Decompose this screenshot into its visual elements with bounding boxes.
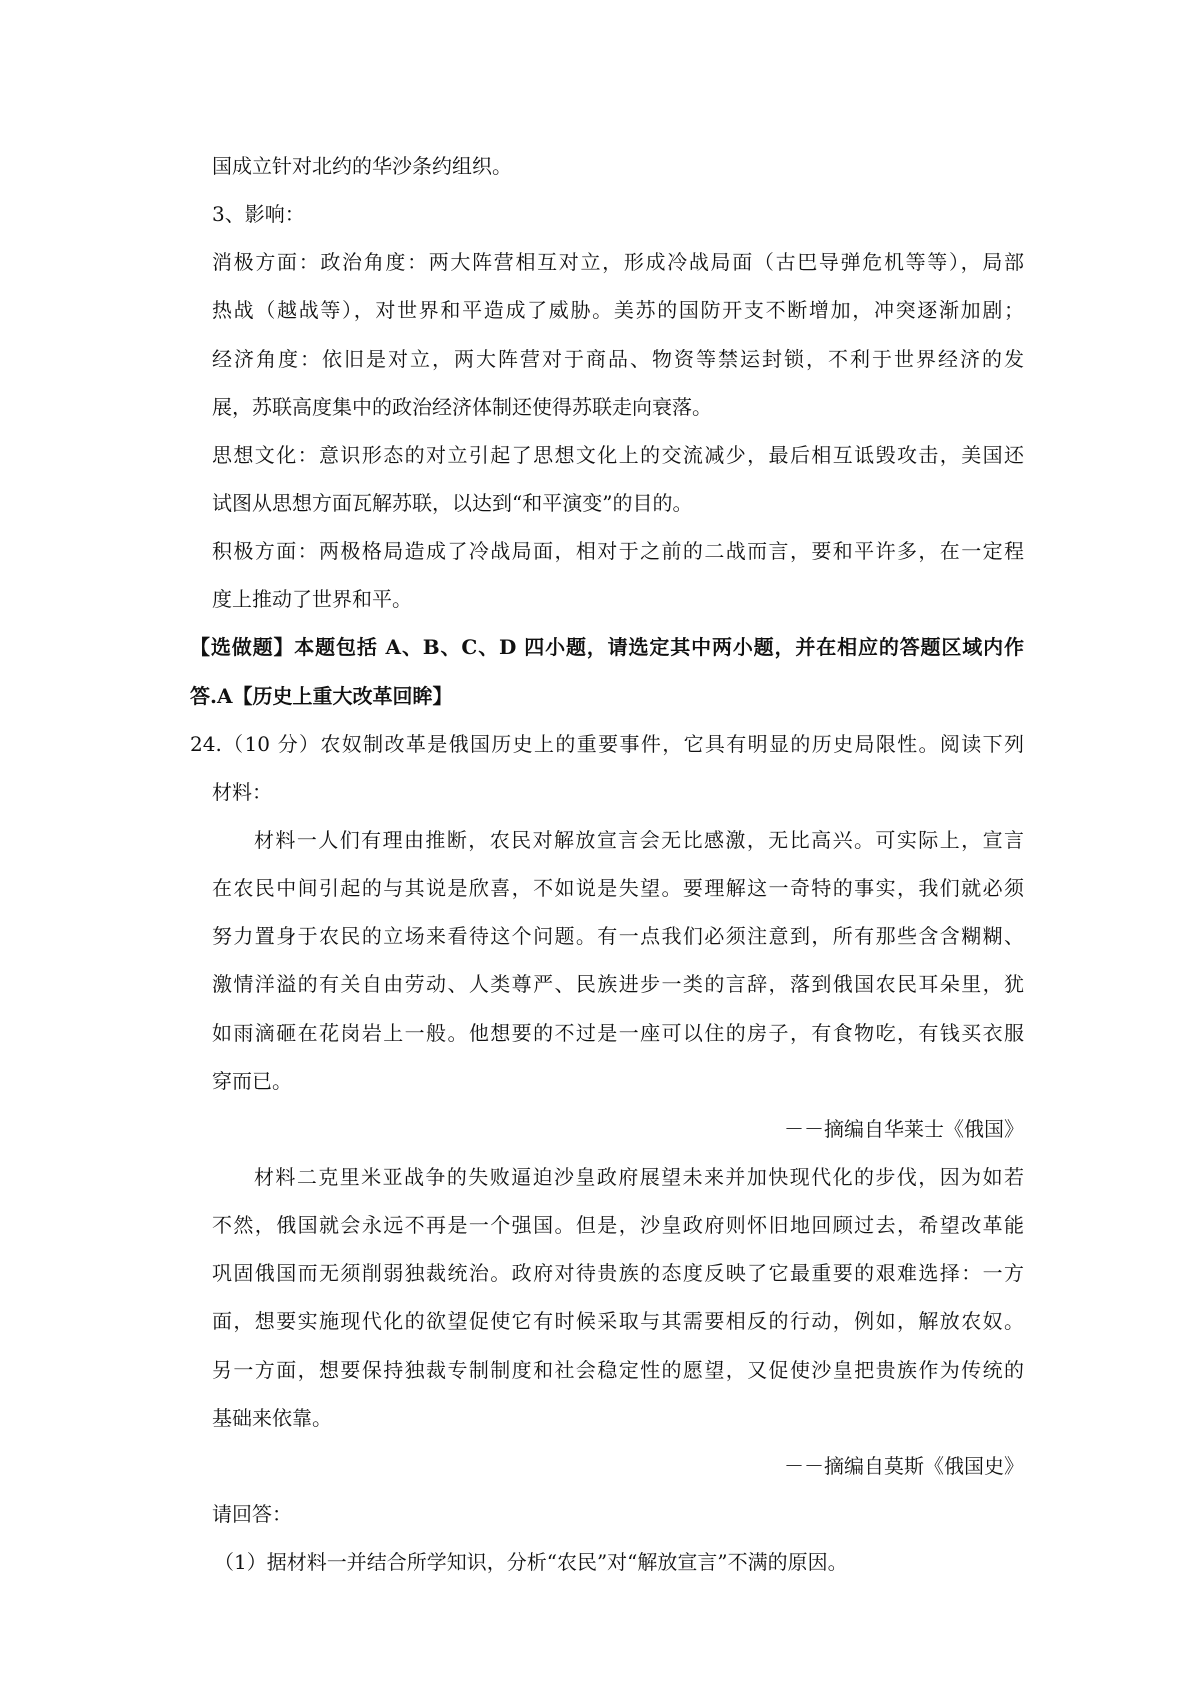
question-stem: 材料：	[212, 780, 272, 804]
text-line: 经济角度：依旧是对立，两大阵营对于商品、物资等禁运封锁，不利于世界经济的发	[212, 347, 1024, 371]
text-line: 试图从思想方面瓦解苏联，以达到“和平演变”的目的。	[212, 491, 693, 515]
elective-heading: 【选做题】本题包括 A、B、C、D 四小题，请选定其中两小题，并在相应的答题区域内作	[190, 635, 1024, 659]
text-line: 度上推动了世界和平。	[212, 587, 412, 611]
sub-question-1: （1）据材料一并结合所学知识，分析“农民”对“解放宣言”不满的原因。	[214, 1550, 848, 1574]
material-one-text: 激情洋溢的有关自由劳动、人类尊严、民族进步一类的言辞，落到俄国农民耳朵里，犹	[212, 972, 1024, 996]
material-two-text: 另一方面，想要保持独裁专制制度和社会稳定性的愿望，又促使沙皇把贵族作为传统的	[212, 1358, 1024, 1382]
text-line: 积极方面：两极格局造成了冷战局面，相对于之前的二战而言，要和平许多，在一定程	[212, 539, 1024, 563]
material-two-text: 面，想要实施现代化的欲望促使它有时候采取与其需要相反的行动，例如，解放农奴。	[212, 1309, 1024, 1333]
material-two-source: －－摘编自莫斯《俄国史》	[784, 1454, 1024, 1478]
elective-heading: 答.A【历史上重大改革回眸】	[190, 684, 453, 708]
material-two-text: 基础来依靠。	[212, 1406, 332, 1430]
text-line: 展，苏联高度集中的政治经济体制还使得苏联走向衰落。	[212, 395, 712, 419]
material-one-text: 努力置身于农民的立场来看待这个问题。有一点我们必须注意到，所有那些含含糊糊、	[212, 924, 1024, 948]
answer-prompt: 请回答：	[212, 1502, 292, 1526]
text-line: 消极方面：政治角度：两大阵营相互对立，形成冷战局面（古巴导弹危机等等），局部	[212, 250, 1024, 274]
text-line: 热战（越战等），对世界和平造成了威胁。美苏的国防开支不断增加，冲突逐渐加剧；	[212, 298, 1024, 322]
material-two-text: 不然，俄国就会永远不再是一个强国。但是，沙皇政府则怀旧地回顾过去，希望改革能	[212, 1213, 1024, 1237]
text-line: 思想文化：意识形态的对立引起了思想文化上的交流减少，最后相互诋毁攻击，美国还	[212, 443, 1024, 467]
section-heading: 3、影响：	[212, 202, 305, 226]
question-stem: 24.（10 分）农奴制改革是俄国历史上的重要事件，它具有明显的历史局限性。阅读下列	[190, 732, 1024, 756]
text-line: 国成立针对北约的华沙条约组织。	[212, 154, 512, 178]
material-two-text: 材料二克里米亚战争的失败逼迫沙皇政府展望未来并加快现代化的步伐，因为如若	[254, 1165, 1024, 1189]
material-one-text: 如雨滴砸在花岗岩上一般。他想要的不过是一座可以住的房子，有食物吃，有钱买衣服	[212, 1021, 1024, 1045]
material-one-text: 在农民中间引起的与其说是欣喜，不如说是失望。要理解这一奇特的事实，我们就必须	[212, 876, 1024, 900]
material-one-text: 穿而已。	[212, 1069, 292, 1093]
material-one-source: －－摘编自华莱士《俄国》	[784, 1117, 1024, 1141]
material-one-text: 材料一人们有理由推断，农民对解放宣言会无比感激，无比高兴。可实际上，宣言	[254, 828, 1024, 852]
material-two-text: 巩固俄国而无须削弱独裁统治。政府对待贵族的态度反映了它最重要的艰难选择：一方	[212, 1261, 1024, 1285]
